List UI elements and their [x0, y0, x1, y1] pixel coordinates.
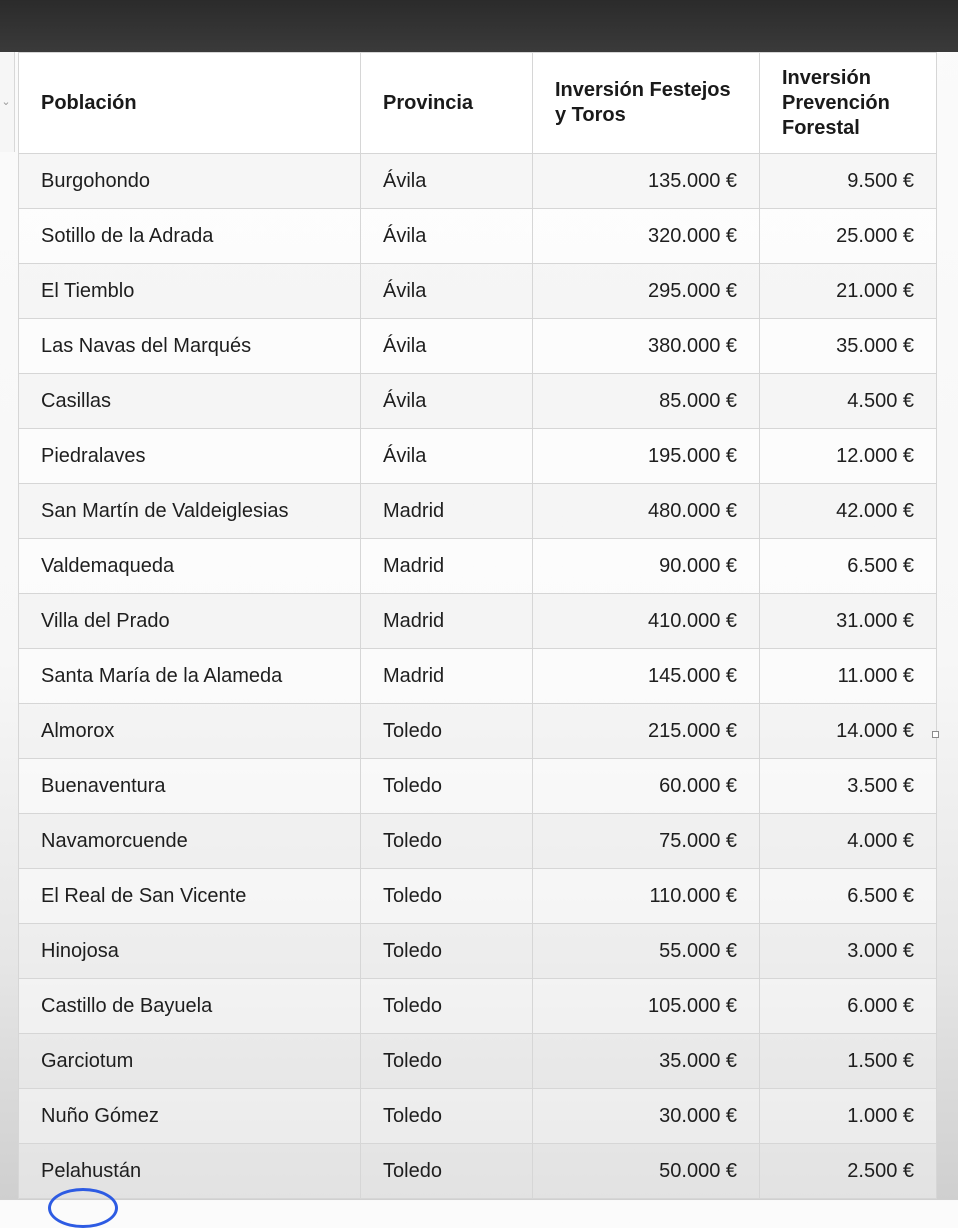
- cell-forestal[interactable]: 6.500 €: [760, 539, 937, 594]
- cell-provincia[interactable]: Toledo: [361, 924, 533, 979]
- cell-provincia[interactable]: Toledo: [361, 869, 533, 924]
- header-poblacion[interactable]: Población: [19, 53, 361, 154]
- cell-forestal[interactable]: 31.000 €: [760, 594, 937, 649]
- cell-provincia[interactable]: Toledo: [361, 1144, 533, 1199]
- table-row[interactable]: [19, 869, 937, 924]
- cell-festejos[interactable]: 135.000 €: [533, 154, 760, 209]
- cell-poblacion[interactable]: Valdemaqueda: [19, 539, 361, 594]
- cell-provincia[interactable]: Toledo: [361, 759, 533, 814]
- cell-poblacion[interactable]: Burgohondo: [19, 154, 361, 209]
- cell-poblacion[interactable]: Garciotum: [19, 1034, 361, 1089]
- cell-poblacion[interactable]: Navamorcuende: [19, 814, 361, 869]
- cell-provincia[interactable]: Madrid: [361, 484, 533, 539]
- cell-poblacion[interactable]: Casillas: [19, 374, 361, 429]
- cell-provincia[interactable]: Madrid: [361, 649, 533, 704]
- cell-provincia[interactable]: Ávila: [361, 429, 533, 484]
- cell-forestal[interactable]: 4.000 €: [760, 814, 937, 869]
- cell-forestal[interactable]: 9.500 €: [760, 154, 937, 209]
- table-row[interactable]: [19, 1144, 937, 1199]
- cell-provincia[interactable]: Toledo: [361, 814, 533, 869]
- cell-festejos[interactable]: 295.000 €: [533, 264, 760, 319]
- cell-provincia[interactable]: Ávila: [361, 209, 533, 264]
- cell-forestal[interactable]: 3.000 €: [760, 924, 937, 979]
- header-provincia[interactable]: Provincia: [361, 53, 533, 154]
- cell-provincia[interactable]: Toledo: [361, 979, 533, 1034]
- resize-handle-icon[interactable]: [932, 731, 939, 738]
- table-row[interactable]: [19, 649, 937, 704]
- cell-provincia[interactable]: Madrid: [361, 539, 533, 594]
- cell-poblacion[interactable]: Nuño Gómez: [19, 1089, 361, 1144]
- cell-festejos[interactable]: 480.000 €: [533, 484, 760, 539]
- cell-forestal[interactable]: 35.000 €: [760, 319, 937, 374]
- cell-forestal[interactable]: 11.000 €: [760, 649, 937, 704]
- table-row[interactable]: [19, 979, 937, 1034]
- cell-festejos[interactable]: 320.000 €: [533, 209, 760, 264]
- cell-forestal[interactable]: 4.500 €: [760, 374, 937, 429]
- chevron-down-icon[interactable]: ⌄: [1, 96, 11, 108]
- cell-provincia[interactable]: Ávila: [361, 374, 533, 429]
- cell-poblacion[interactable]: El Real de San Vicente: [19, 869, 361, 924]
- cell-forestal[interactable]: 2.500 €: [760, 1144, 937, 1199]
- cell-poblacion[interactable]: Hinojosa: [19, 924, 361, 979]
- header-forestal[interactable]: Inversión Prevención Forestal: [760, 53, 937, 154]
- table-row[interactable]: [19, 264, 937, 319]
- table-row[interactable]: [19, 1089, 937, 1144]
- cell-forestal[interactable]: 42.000 €: [760, 484, 937, 539]
- cell-festejos[interactable]: 380.000 €: [533, 319, 760, 374]
- table-row[interactable]: [19, 704, 937, 759]
- header-festejos[interactable]: Inversión Festejos y Toros: [533, 53, 760, 154]
- table-row[interactable]: [19, 209, 937, 264]
- cell-forestal[interactable]: 14.000 €: [760, 704, 937, 759]
- cell-poblacion[interactable]: Santa María de la Alameda: [19, 649, 361, 704]
- table-row[interactable]: [19, 1034, 937, 1089]
- cell-festejos[interactable]: 50.000 €: [533, 1144, 760, 1199]
- cell-poblacion[interactable]: Almorox: [19, 704, 361, 759]
- table-row[interactable]: [19, 924, 937, 979]
- cell-provincia[interactable]: Toledo: [361, 704, 533, 759]
- table-row[interactable]: [19, 154, 937, 209]
- cell-poblacion[interactable]: Las Navas del Marqués: [19, 319, 361, 374]
- table-header-row: [19, 53, 937, 154]
- data-table: [18, 52, 937, 1199]
- cell-provincia[interactable]: Toledo: [361, 1089, 533, 1144]
- cell-forestal[interactable]: 6.000 €: [760, 979, 937, 1034]
- cell-poblacion[interactable]: Pelahustán: [19, 1144, 361, 1199]
- table-row[interactable]: [19, 429, 937, 484]
- cell-forestal[interactable]: 1.000 €: [760, 1089, 937, 1144]
- cell-festejos[interactable]: 90.000 €: [533, 539, 760, 594]
- cell-poblacion[interactable]: El Tiemblo: [19, 264, 361, 319]
- cell-poblacion[interactable]: Villa del Prado: [19, 594, 361, 649]
- cell-forestal[interactable]: 1.500 €: [760, 1034, 937, 1089]
- table-row[interactable]: [19, 594, 937, 649]
- table-body: [19, 154, 937, 1199]
- cell-festejos[interactable]: 75.000 €: [533, 814, 760, 869]
- cell-festejos[interactable]: 145.000 €: [533, 649, 760, 704]
- cell-festejos[interactable]: 60.000 €: [533, 759, 760, 814]
- cell-provincia[interactable]: Ávila: [361, 154, 533, 209]
- cell-poblacion[interactable]: Castillo de Bayuela: [19, 979, 361, 1034]
- cell-festejos[interactable]: 85.000 €: [533, 374, 760, 429]
- table-row[interactable]: [19, 374, 937, 429]
- cell-forestal[interactable]: 12.000 €: [760, 429, 937, 484]
- cell-festejos[interactable]: 110.000 €: [533, 869, 760, 924]
- cell-forestal[interactable]: 3.500 €: [760, 759, 937, 814]
- cell-forestal[interactable]: 25.000 €: [760, 209, 937, 264]
- window-top-bar: [0, 0, 958, 52]
- cell-festejos[interactable]: 195.000 €: [533, 429, 760, 484]
- cell-poblacion[interactable]: San Martín de Valdeiglesias: [19, 484, 361, 539]
- cell-provincia[interactable]: Toledo: [361, 1034, 533, 1089]
- floating-action-icon[interactable]: [48, 1188, 118, 1228]
- cell-provincia[interactable]: Ávila: [361, 319, 533, 374]
- table-row[interactable]: [19, 814, 937, 869]
- cell-poblacion[interactable]: Piedralaves: [19, 429, 361, 484]
- cell-festejos[interactable]: 30.000 €: [533, 1089, 760, 1144]
- cell-poblacion[interactable]: Sotillo de la Adrada: [19, 209, 361, 264]
- cell-festejos[interactable]: 35.000 €: [533, 1034, 760, 1089]
- cell-provincia[interactable]: Ávila: [361, 264, 533, 319]
- table-row[interactable]: [19, 759, 937, 814]
- cell-festejos[interactable]: 410.000 €: [533, 594, 760, 649]
- table-row[interactable]: [19, 319, 937, 374]
- cell-festejos[interactable]: 215.000 €: [533, 704, 760, 759]
- cell-provincia[interactable]: Madrid: [361, 594, 533, 649]
- cell-forestal[interactable]: 6.500 €: [760, 869, 937, 924]
- cell-poblacion[interactable]: Buenaventura: [19, 759, 361, 814]
- cell-forestal[interactable]: 21.000 €: [760, 264, 937, 319]
- table-row[interactable]: [19, 539, 937, 594]
- cell-festejos[interactable]: 105.000 €: [533, 979, 760, 1034]
- table-row[interactable]: [19, 484, 937, 539]
- cell-festejos[interactable]: 55.000 €: [533, 924, 760, 979]
